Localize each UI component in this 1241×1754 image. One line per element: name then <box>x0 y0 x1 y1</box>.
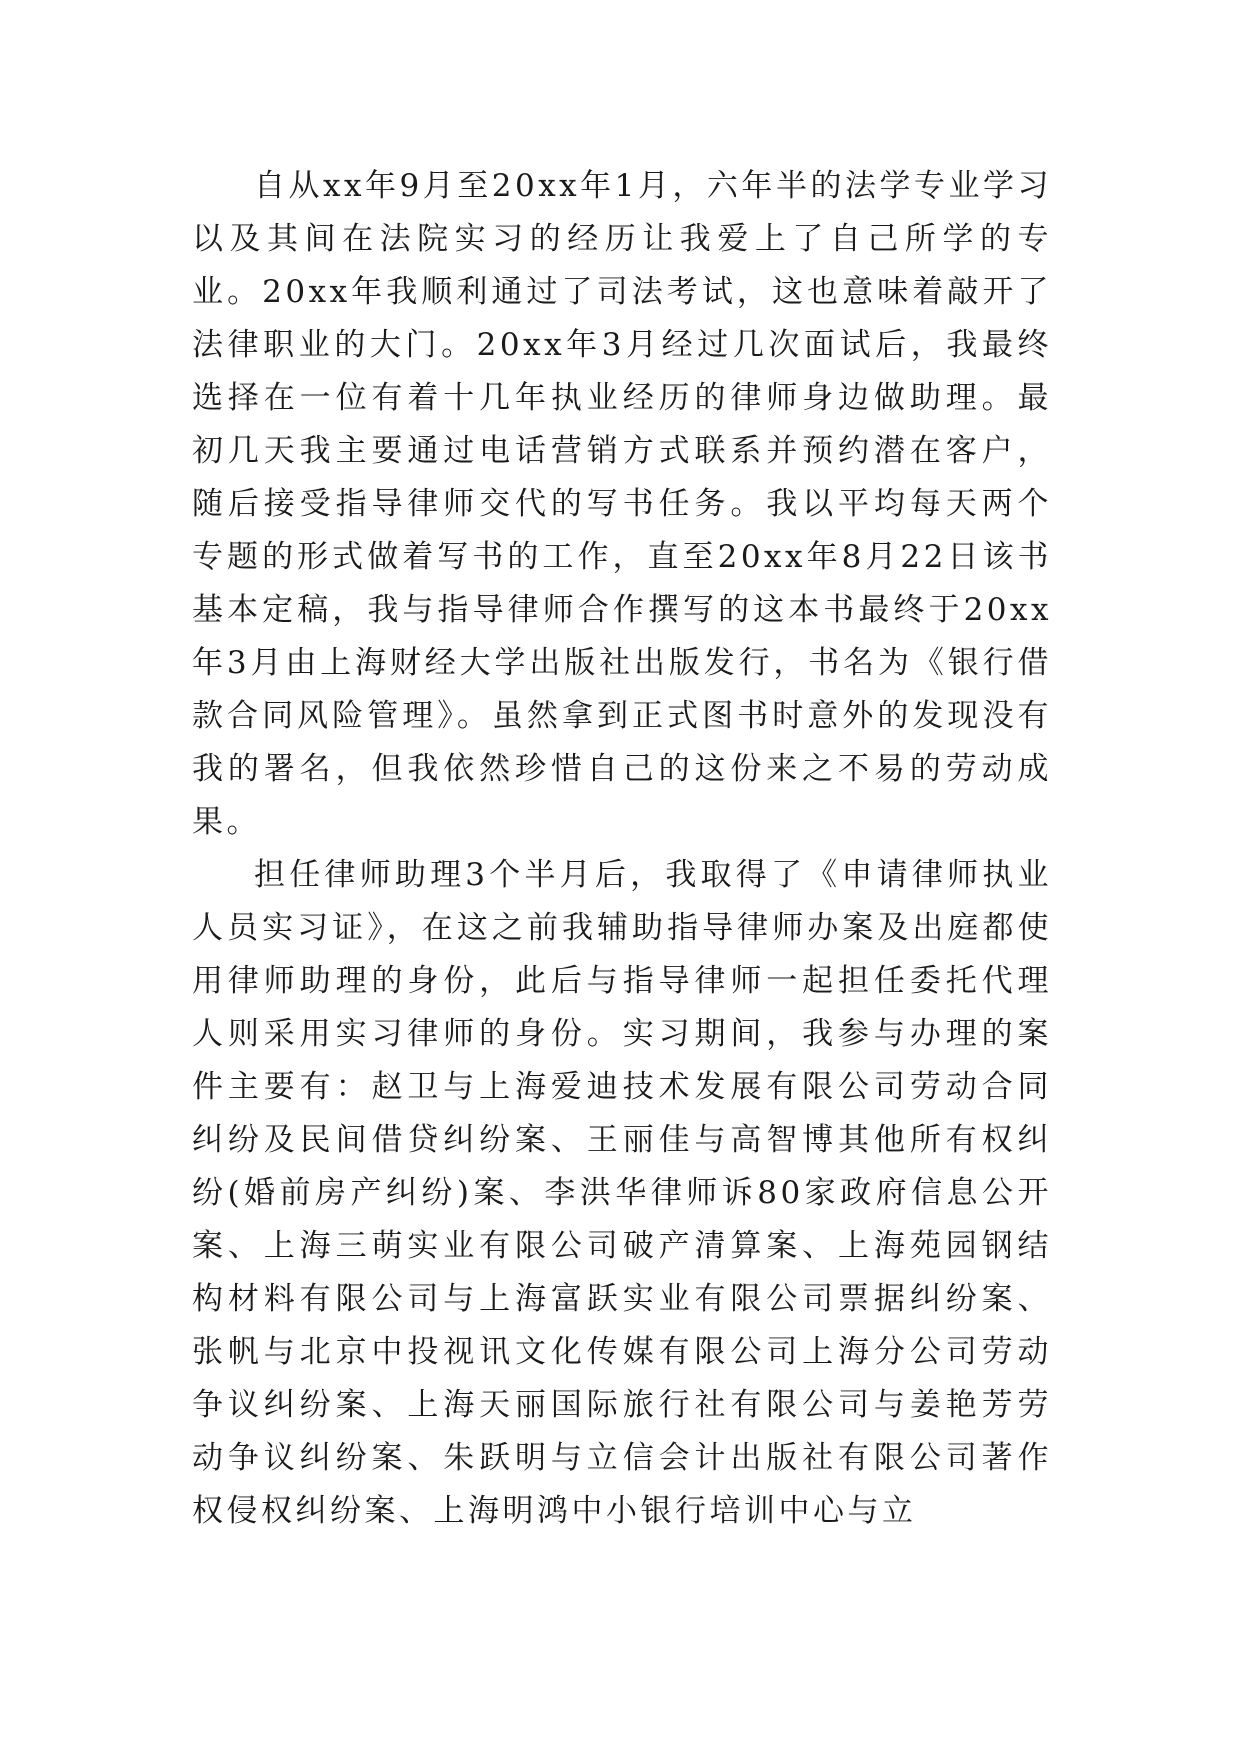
paragraph-1: 自从xx年9月至20xx年1月，六年半的法学专业学习以及其间在法院实习的经历让我爱上了自己所学的专业。20xx年我顺利通过了司法考试，这也意味着敲开了法律职业的大门。20xx年3月经过几次面试后，我最终选择在一位有着十几年执业经历的律师身边做助理。最初几天我主要通过电话营销方式联系并预约潜在客户，随后接受指导律师交代的写书任务。我以平均每天两个专题的形式做着写书的工作，直至20xx年8月22日该书基本定稿，我与指导律师合作撰写的这本书最终于20xx年3月由上海财经大学出版社出版发行，书名为《银行借款合同风险管理》。虽然拿到正式图书时意外的发现没有我的署名，但我依然珍惜自己的这份来之不易的劳动成果。 <box>192 168 1052 840</box>
paragraph-2: 担任律师助理3个半月后，我取得了《申请律师执业人员实习证》，在这之前我辅助指导律师办案及出庭都使用律师助理的身份，此后与指导律师一起担任委托代理人则采用实习律师的身份。实习期间，我参与办理的案件主要有：赵卫与上海爱迪技术发展有限公司劳动合同纠纷及民间借贷纠纷案、王丽佳与高智博其他所有权纠纷(婚前房产纠纷)案、李洪华律师诉80家政府信息公开案、上海三萌实业有限公司破产清算案、上海苑园钢结构材料有限公司与上海富跃实业有限公司票据纠纷案、张帆与北京中投视讯文化传媒有限公司上海分公司劳动争议纠纷案、上海天丽国际旅行社有限公司与姜艳芳劳动争议纠纷案、朱跃明与立信会计出版社有限公司著作权侵权纠纷案、上海明鸿中小银行培训中心与立 <box>192 857 1052 1529</box>
body-text <box>192 160 1052 1538</box>
